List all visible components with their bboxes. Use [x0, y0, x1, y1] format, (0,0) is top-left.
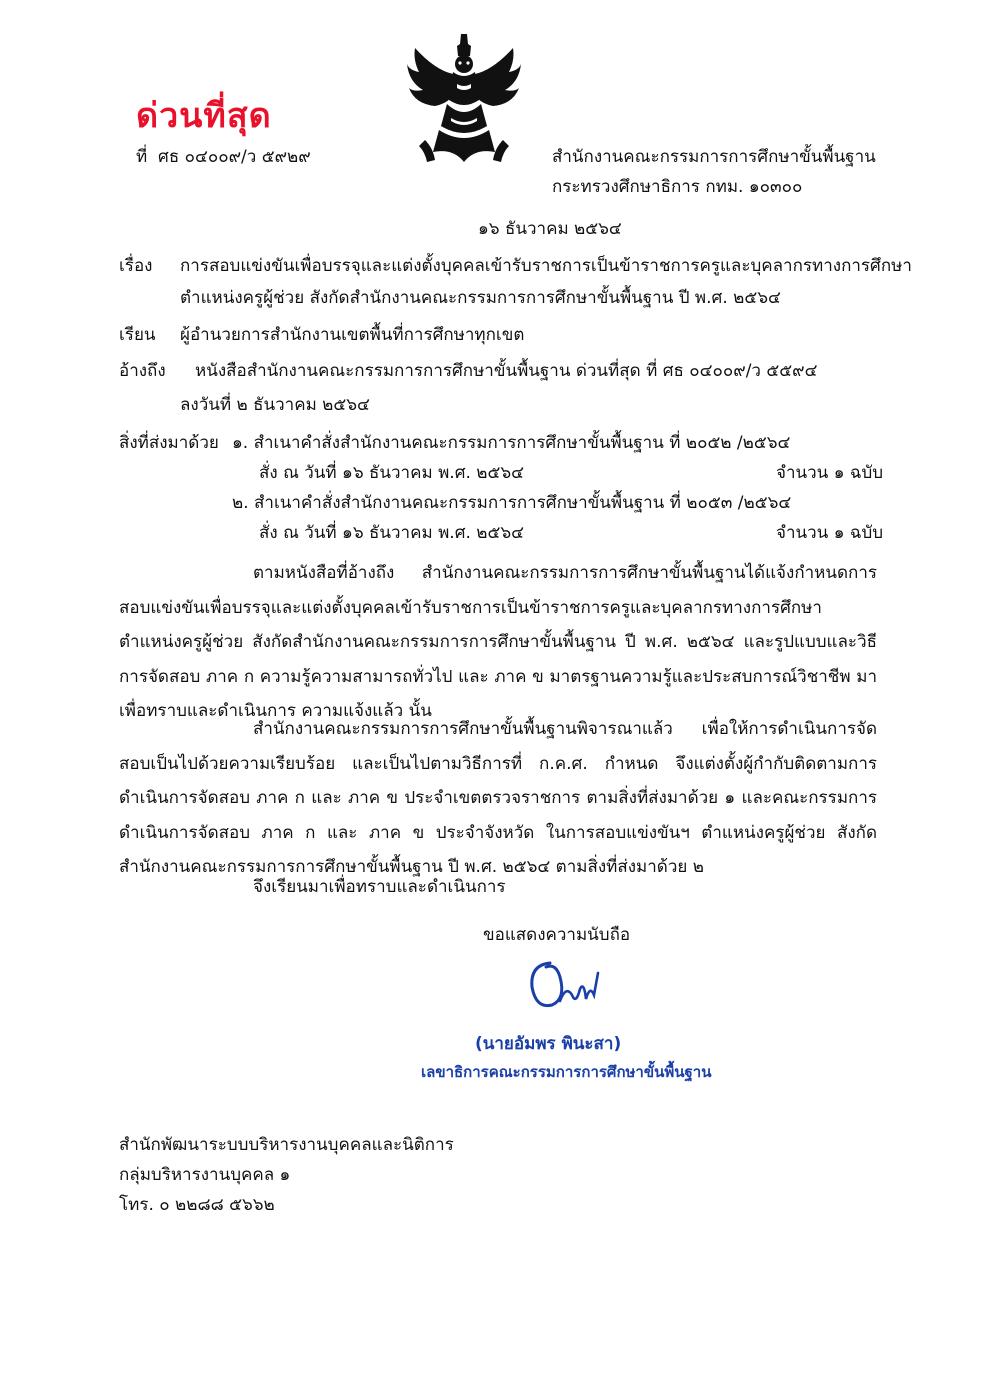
to-label: เรียน	[119, 325, 156, 345]
enclosure-2	[232, 492, 791, 514]
agency-name: สำนักงานคณะกรรมการการศึกษาขั้นพื้นฐาน	[552, 147, 876, 167]
body-paragraph-1-text: ตามหนังสือที่อ้างถึง สำนักงานคณะกรรมการการศึกษาขั้นพื้นฐานได้แจ้งกำหนดการสอบแข่งขันเพื่อบรรจุและแต่งตั้งบุคคลเข้ารับราชการเป็นข้าราชการครูและบุคลากรทางการศึกษา ตำแหน่งครูผู้ช่วย สังกัดสำนักงานคณะกรรมการการศึกษาขั้นพื้นฐาน ปี พ.ศ. ๒๕๖๔ และรูปแบบและวิธีการจัดสอบ ภาค ก ความรู้ความสามารถทั่วไป และ ภาค ข มาตรฐานความรู้และประสบการณ์วิชาชีพ มาเพื่อทราบและดำเนินการ ความแจ้งแล้ว นั้น	[119, 563, 877, 721]
enclosure-1-year: /๒๕๖๔	[736, 433, 791, 453]
garuda-emblem-icon	[405, 30, 523, 170]
body-paragraph-2	[119, 712, 877, 885]
subject-line-2: ตำแหน่งครูผู้ช่วย สังกัดสำนักงานคณะกรรมการการศึกษาขั้นพื้นฐาน ปี พ.ศ. ๒๕๖๔	[180, 288, 781, 308]
enclosure-1-order-no: ๒๐๕๒	[685, 433, 732, 453]
body-paragraph-1	[119, 556, 877, 729]
enclosure-2-year: /๒๕๖๔	[737, 493, 792, 513]
enclosure-2-num: ๒.	[232, 493, 249, 513]
reference-line-1: หนังสือสำนักงานคณะกรรมการการศึกษาขั้นพื้นฐาน ด่วนที่สุด ที่ ศธ ๐๔๐๐๙/ว ๕๕๙๔	[195, 361, 818, 381]
reference-label: อ้างถึง	[119, 361, 166, 381]
handwritten-signature	[520, 955, 610, 1015]
salutation: ขอแสดงความนับถือ	[483, 925, 631, 945]
agency-address: กระทรวงศึกษาธิการ กทม. ๑๐๓๐๐	[552, 177, 803, 197]
doc-number-prefix: ศธ ๐๔๐๐๙/ว	[158, 147, 257, 167]
footer-phone: โทร. ๐ ๒๒๘๘ ๕๖๖๒	[119, 1195, 275, 1215]
footer-office: สำนักพัฒนาระบบบริหารงานบุคคลและนิติการ	[119, 1135, 454, 1155]
enclosure-1-text: สำเนาคำสั่งสำนักงานคณะกรรมการการศึกษาขั้นพื้นฐาน ที่	[253, 433, 681, 453]
doc-number-handwritten: ๕๙๒๙	[261, 147, 311, 167]
enclosure-2-order-no: ๒๐๕๓	[686, 493, 733, 513]
signatory-title: เลขาธิการคณะกรรมการการศึกษาขั้นพื้นฐาน	[421, 1063, 712, 1081]
subject-line-1: การสอบแข่งขันเพื่อบรรจุและแต่งตั้งบุคคลเข้ารับราชการเป็นข้าราชการครูและบุคลากรทางการศึกษา	[180, 256, 912, 276]
enclosure-2-count: จำนวน ๑ ฉบับ	[776, 523, 884, 543]
enclosures-label: สิ่งที่ส่งมาด้วย	[119, 433, 219, 453]
closing-line: จึงเรียนมาเพื่อทราบและดำเนินการ	[253, 877, 506, 897]
subject-label: เรื่อง	[119, 256, 153, 276]
reference-line-2: ลงวันที่ ๒ ธันวาคม ๒๕๖๔	[180, 395, 370, 415]
enclosure-2-text: สำเนาคำสั่งสำนักงานคณะกรรมการการศึกษาขั้นพื้นฐาน ที่	[254, 493, 681, 513]
enclosure-1	[232, 432, 790, 454]
body-paragraph-2-text: สำนักงานคณะกรรมการการศึกษาขั้นพื้นฐานพิจารณาแล้ว เพื่อให้การดำเนินการจัดสอบเป็นไปด้วยความเรียบร้อย และเป็นไปตามวิธีการที่ ก.ค.ศ. กำหนด จึงแต่งตั้งผู้กำกับติดตามการดำเนินการจัดสอบ ภาค ก และ ภาค ข ประจำเขตตรวจราชการ ตามสิ่งที่ส่งมาด้วย ๑ และคณะกรรมการดำเนินการจัดสอบ ภาค ก และ ภาค ข ประจำจังหวัด ในการสอบแข่งขันฯ ตำแหน่งครูผู้ช่วย สังกัดสำนักงานคณะกรรมการการศึกษาขั้นพื้นฐาน ปี พ.ศ. ๒๕๖๔ ตามสิ่งที่ส่งมาด้วย ๒	[119, 719, 877, 877]
enclosure-2-date: สั่ง ณ วันที่ ๑๖ ธันวาคม พ.ศ. ๒๕๖๔	[259, 523, 525, 543]
urgency-stamp: ด่วนที่สุด	[136, 96, 272, 136]
enclosure-1-date: สั่ง ณ วันที่ ๑๖ ธันวาคม พ.ศ. ๒๕๖๔	[259, 463, 525, 483]
document-date: ๑๖ ธันวาคม ๒๕๖๔	[478, 219, 622, 239]
doc-number-label: ที่	[136, 147, 148, 167]
enclosure-1-num: ๑.	[232, 433, 249, 453]
enclosure-1-count: จำนวน ๑ ฉบับ	[776, 463, 884, 483]
to-recipient: ผู้อำนวยการสำนักงานเขตพื้นที่การศึกษาทุกเขต	[180, 325, 525, 345]
footer-group: กลุ่มบริหารงานบุคคล ๑	[119, 1165, 291, 1185]
doc-number	[136, 146, 311, 168]
signatory-name: (นายอัมพร พินะสา)	[475, 1034, 622, 1054]
